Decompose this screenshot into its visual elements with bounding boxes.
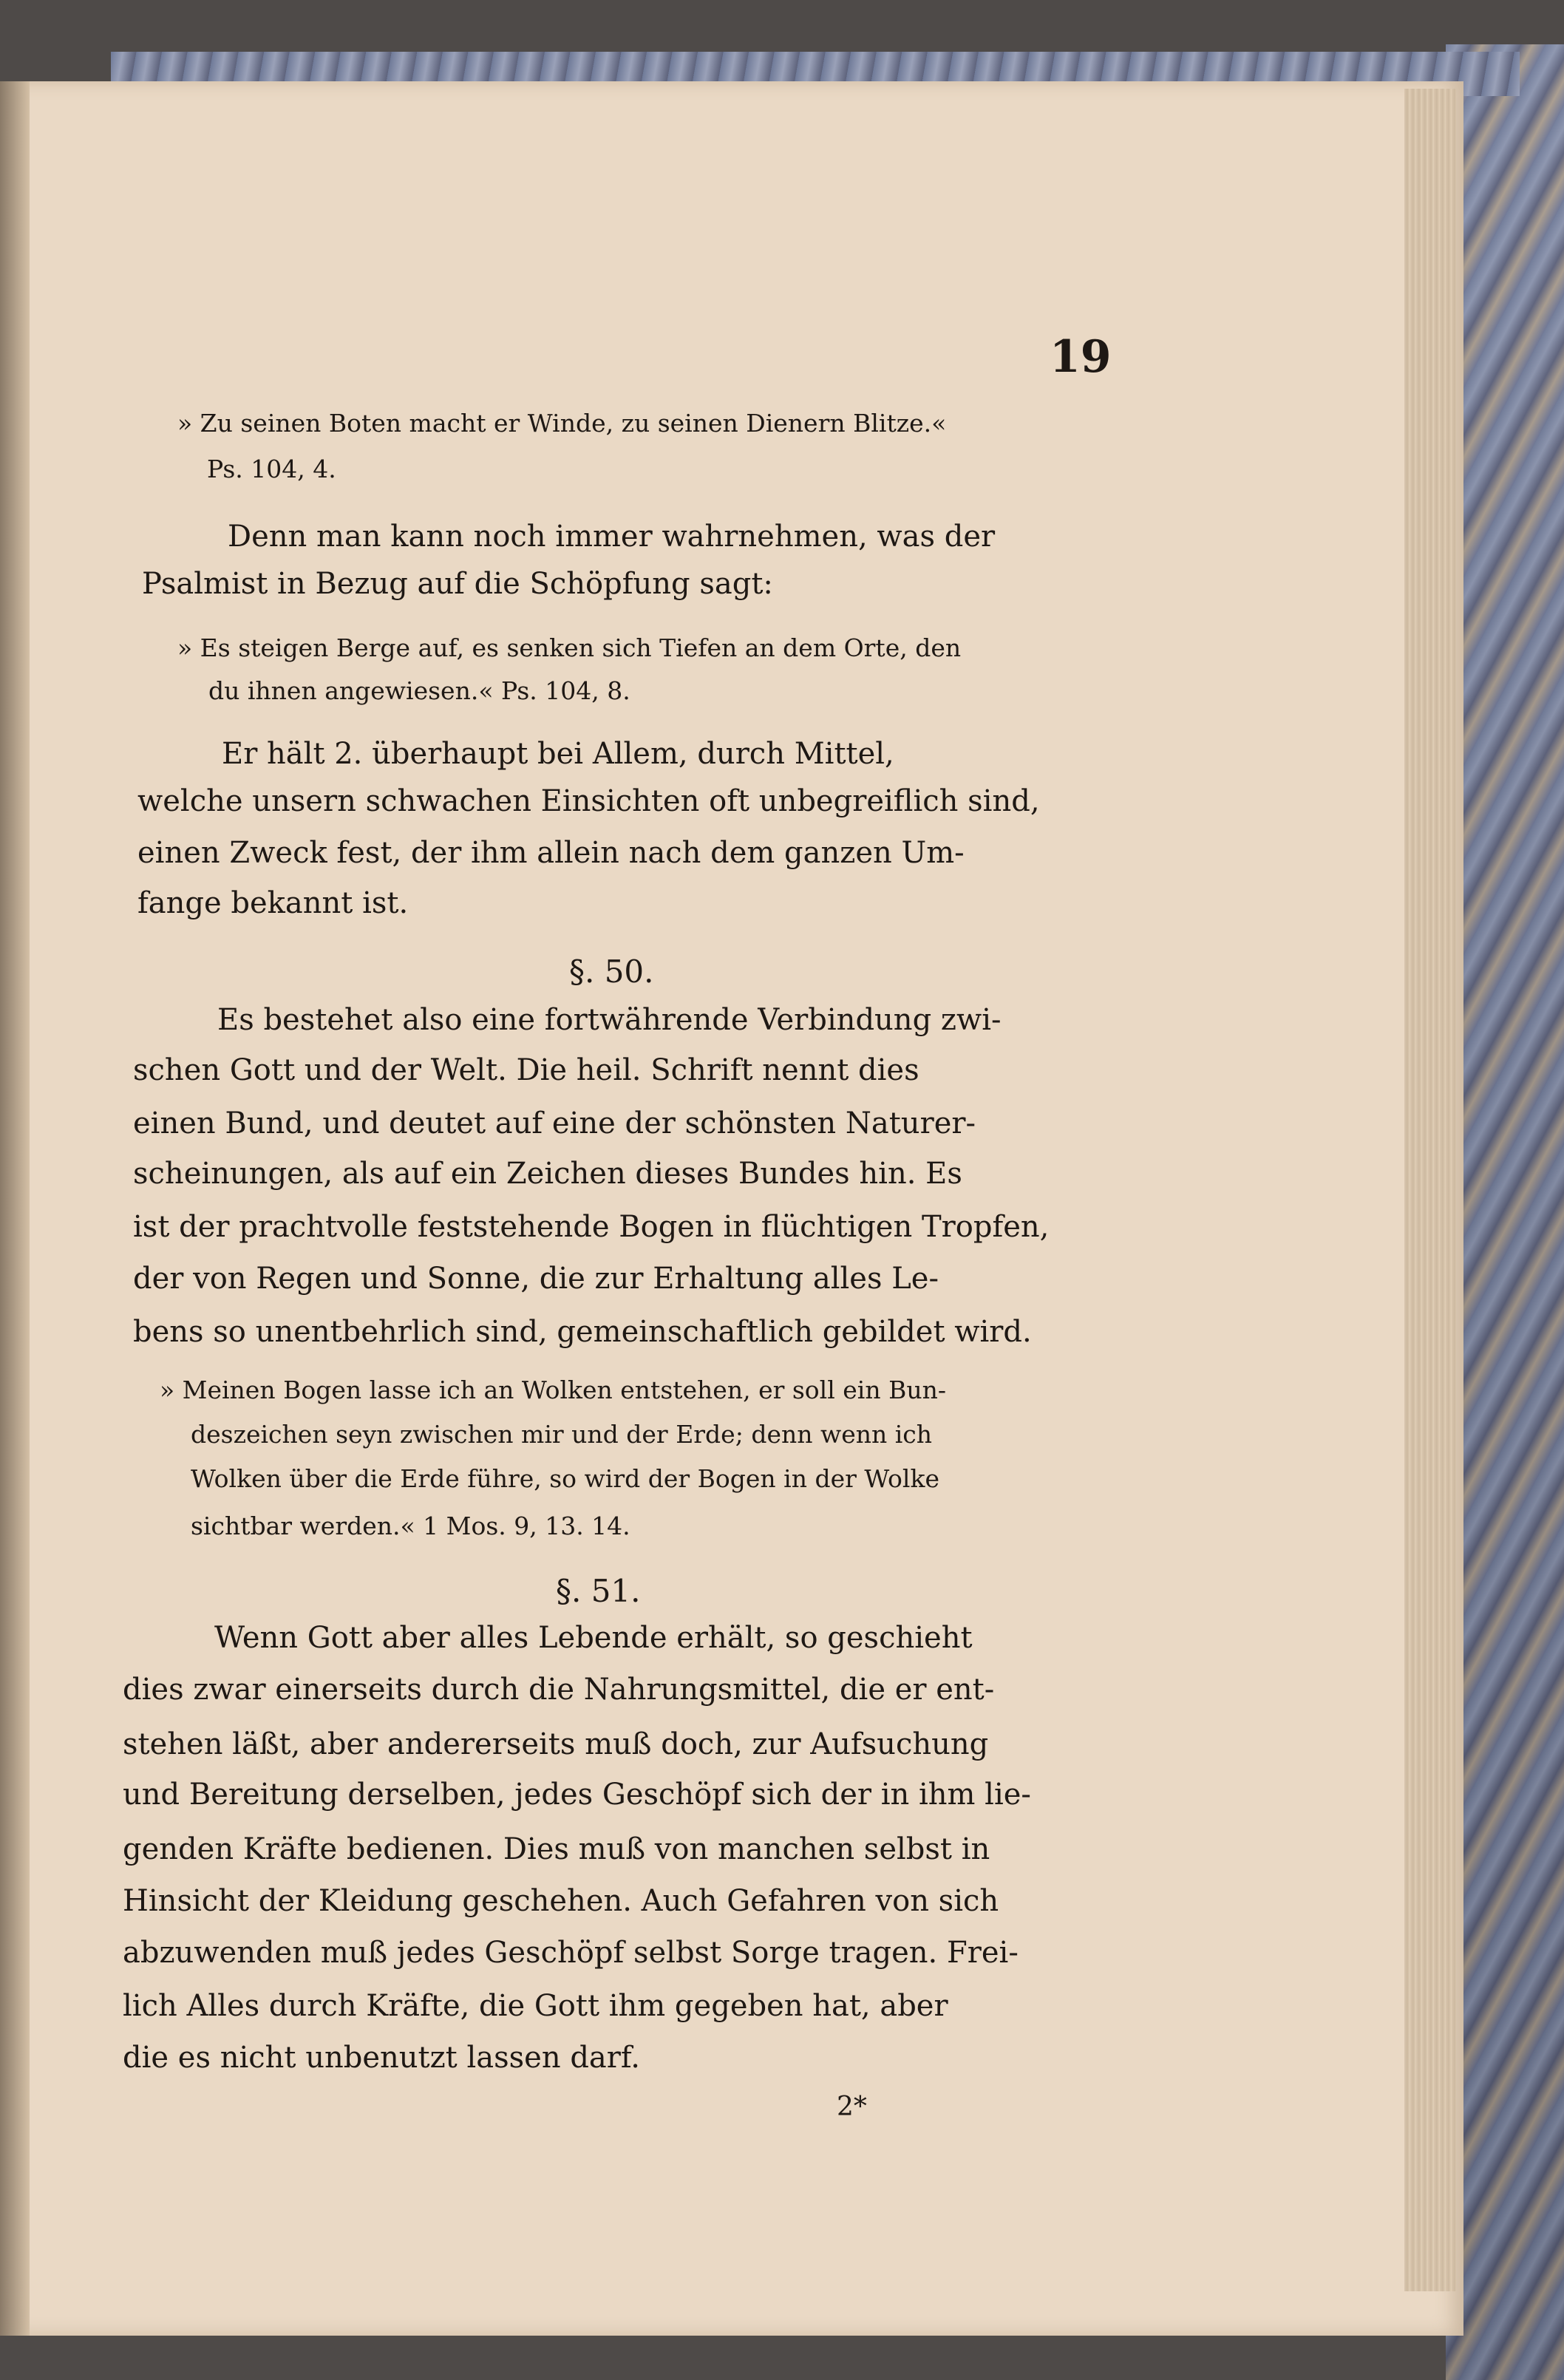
signature-mark: 2* (837, 2092, 867, 2122)
paragraph-line: Wenn Gott aber alles Lebende erhält, so geschieht (214, 1621, 973, 1655)
paragraph-line: lich Alles durch Kräfte, die Gott ihm gegeben hat, aber (123, 1989, 948, 2023)
paragraph-line: und Bereitung derselben, jedes Geschöpf sich der in ihm lie- (123, 1778, 1031, 1812)
paragraph-line: die es nicht unbenutzt lassen darf. (123, 2041, 640, 2075)
paragraph-line: scheinungen, als auf ein Zeichen dieses Bundes hin. Es (133, 1157, 962, 1191)
section-heading: §. 50. (569, 953, 654, 990)
quote-line: sichtbar werden.« 1 Mos. 9, 13. 14. (191, 1512, 630, 1540)
paragraph-line: der von Regen und Sonne, die zur Erhaltung alles Le- (133, 1262, 939, 1296)
paragraph-line: bens so unentbehrlich sind, gemeinschaftlich gebildet wird. (133, 1315, 1032, 1349)
paragraph-line: Es bestehet also eine fortwährende Verbindung zwi- (217, 1003, 1002, 1037)
page-number: 19 (1050, 331, 1112, 383)
paragraph-line: fange bekannt ist. (137, 886, 409, 920)
quote-line: deszeichen seyn zwischen mir und der Erde; denn wenn ich (191, 1420, 933, 1449)
paragraph-line: Denn man kann noch immer wahrnehmen, was der (228, 520, 996, 554)
paragraph-line: stehen läßt, aber andererseits muß doch, zur Aufsuchung (123, 1727, 989, 1761)
quote-line: Wolken über die Erde führe, so wird der Bogen in der Wolke (191, 1464, 940, 1493)
paragraph-line: welche unsern schwachen Einsichten oft unbegreiflich sind, (137, 784, 1040, 818)
paragraph-line: abzuwenden muß jedes Geschöpf selbst Sorge tragen. Frei- (123, 1936, 1019, 1970)
paragraph-line: genden Kräfte bedienen. Dies muß von manchen selbst in (123, 1832, 990, 1866)
paragraph-line: Hinsicht der Kleidung geschehen. Auch Gefahren von sich (123, 1884, 999, 1918)
quote-line: du ihnen angewiesen.« Ps. 104, 8. (208, 676, 630, 705)
paragraph-line: Er hält 2. überhaupt bei Allem, durch Mittel, (222, 737, 894, 771)
section-heading: §. 51. (556, 1573, 641, 1609)
paragraph-line: schen Gott und der Welt. Die heil. Schrift nennt dies (133, 1053, 919, 1087)
paragraph-line: dies zwar einerseits durch die Nahrungsmittel, die er ent- (123, 1673, 995, 1707)
paragraph-line: einen Bund, und deutet auf eine der schönsten Naturer- (133, 1106, 976, 1140)
paragraph-line: einen Zweck fest, der ihm allein nach dem ganzen Um- (137, 836, 965, 870)
paragraph-line: ist der prachtvolle feststehende Bogen in flüchtigen Tropfen, (133, 1210, 1050, 1244)
paragraph-line: Psalmist in Bezug auf die Schöpfung sagt: (142, 567, 773, 601)
quote-line: » Meinen Bogen lasse ich an Wolken entstehen, er soll ein Bun- (160, 1376, 946, 1404)
quote-line: Ps. 104, 4. (207, 455, 336, 483)
quote-line: » Es steigen Berge auf, es senken sich Tiefen an dem Orte, den (177, 633, 962, 662)
quote-line: » Zu seinen Boten macht er Winde, zu seinen Dienern Blitze.« (177, 409, 947, 438)
